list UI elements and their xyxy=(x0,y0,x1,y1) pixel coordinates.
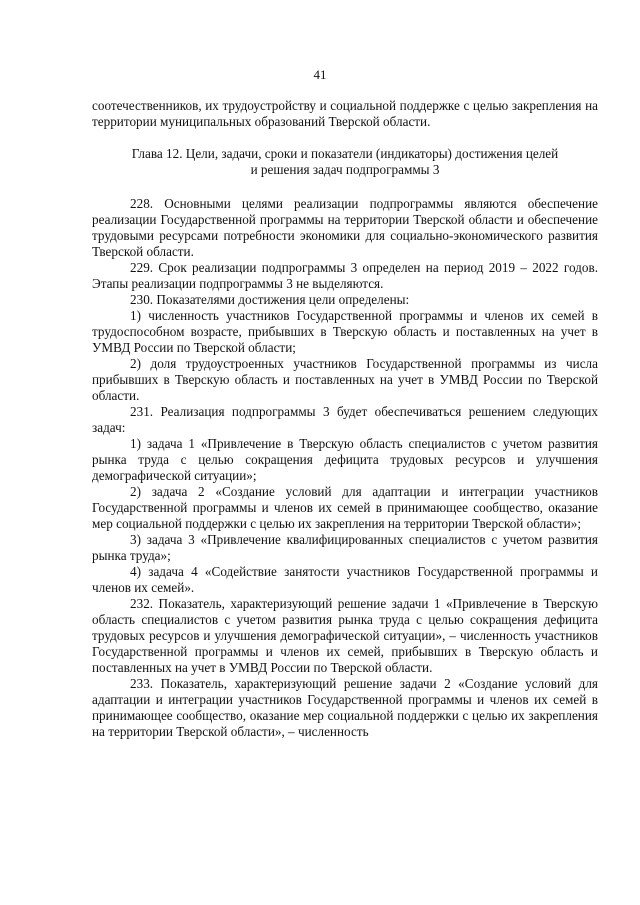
list-item-task-3: 3) задача 3 «Привлечение квалифицированных специалистов с учетом развития рынка труда»; xyxy=(92,532,598,563)
paragraph-230: 230. Показателями достижения цели определены: xyxy=(130,292,410,307)
chapter-heading-line: и решения задач подпрограммы 3 xyxy=(250,162,440,177)
paragraph-228: 228. Основными целями реализации подпрограммы являются обеспечение реализации Государственной программы на территории Тверской области и обеспечение трудовыми ресурсами потребности экономики для социально-экономического развития Тверской области. xyxy=(92,196,598,259)
paragraph-233: 233. Показатель, характеризующий решение задачи 2 «Создание условий для адаптации и интеграции участников Государственной программы и членов их семей в принимающее сообщество, оказание мер социальной поддержки с целью их закрепления на территории Тверской области», – численность xyxy=(92,676,598,739)
list-item-task-1: 1) задача 1 «Привлечение в Тверскую область специалистов с учетом развития рынка труда с целью сокращения дефицита трудовых ресурсов и улучшения демографической ситуации»; xyxy=(92,436,598,483)
list-item-task-4: 4) задача 4 «Содействие занятости участников Государственной программы и членов их семей». xyxy=(92,564,598,595)
paragraph-232: 232. Показатель, характеризующий решение задачи 1 «Привлечение в Тверскую область специалистов с учетом развития рынка труда с целью сокращения дефицита трудовых ресурсов и улучшения демографической ситуации», – численность участников Государственной программы и членов их семей, прибывших в Тверскую область и поставленных на учет в УМВД России по Тверской области. xyxy=(92,596,598,675)
page-number: 41 xyxy=(313,67,327,82)
paragraph-229: 229. Срок реализации подпрограммы 3 определен на период 2019 – 2022 годов. Этапы реализации подпрограммы 3 не выделяются. xyxy=(92,260,598,291)
chapter-heading-line: Глава 12. Цели, задачи, сроки и показатели (индикаторы) достижения целей xyxy=(131,146,559,161)
document-body xyxy=(92,98,598,740)
list-item-task-2: 2) задача 2 «Создание условий для адаптации и интеграции участников Государственной программы и членов их семей в принимающее сообщество, оказание мер социальной поддержки с целью их закрепления на территории Тверской области»; xyxy=(92,484,598,531)
paragraph-231: 231. Реализация подпрограммы 3 будет обеспечиваться решением следующих задач: xyxy=(92,404,598,435)
chapter-heading xyxy=(92,146,598,178)
intro-paragraph: соотечественников, их трудоустройству и социальной поддержке с целью закрепления на территории муниципальных образований Тверской области. xyxy=(92,98,598,129)
list-item-230-1: 1) численность участников Государственной программы и членов их семей в трудоспособном возрасте, прибывших в Тверскую область и поставленных на учет в УМВД России по Тверской области; xyxy=(92,308,598,355)
list-item-230-2: 2) доля трудоустроенных участников Государственной программы из числа прибывших в Тверскую область и поставленных на учет в УМВД России по Тверской области. xyxy=(92,356,598,403)
